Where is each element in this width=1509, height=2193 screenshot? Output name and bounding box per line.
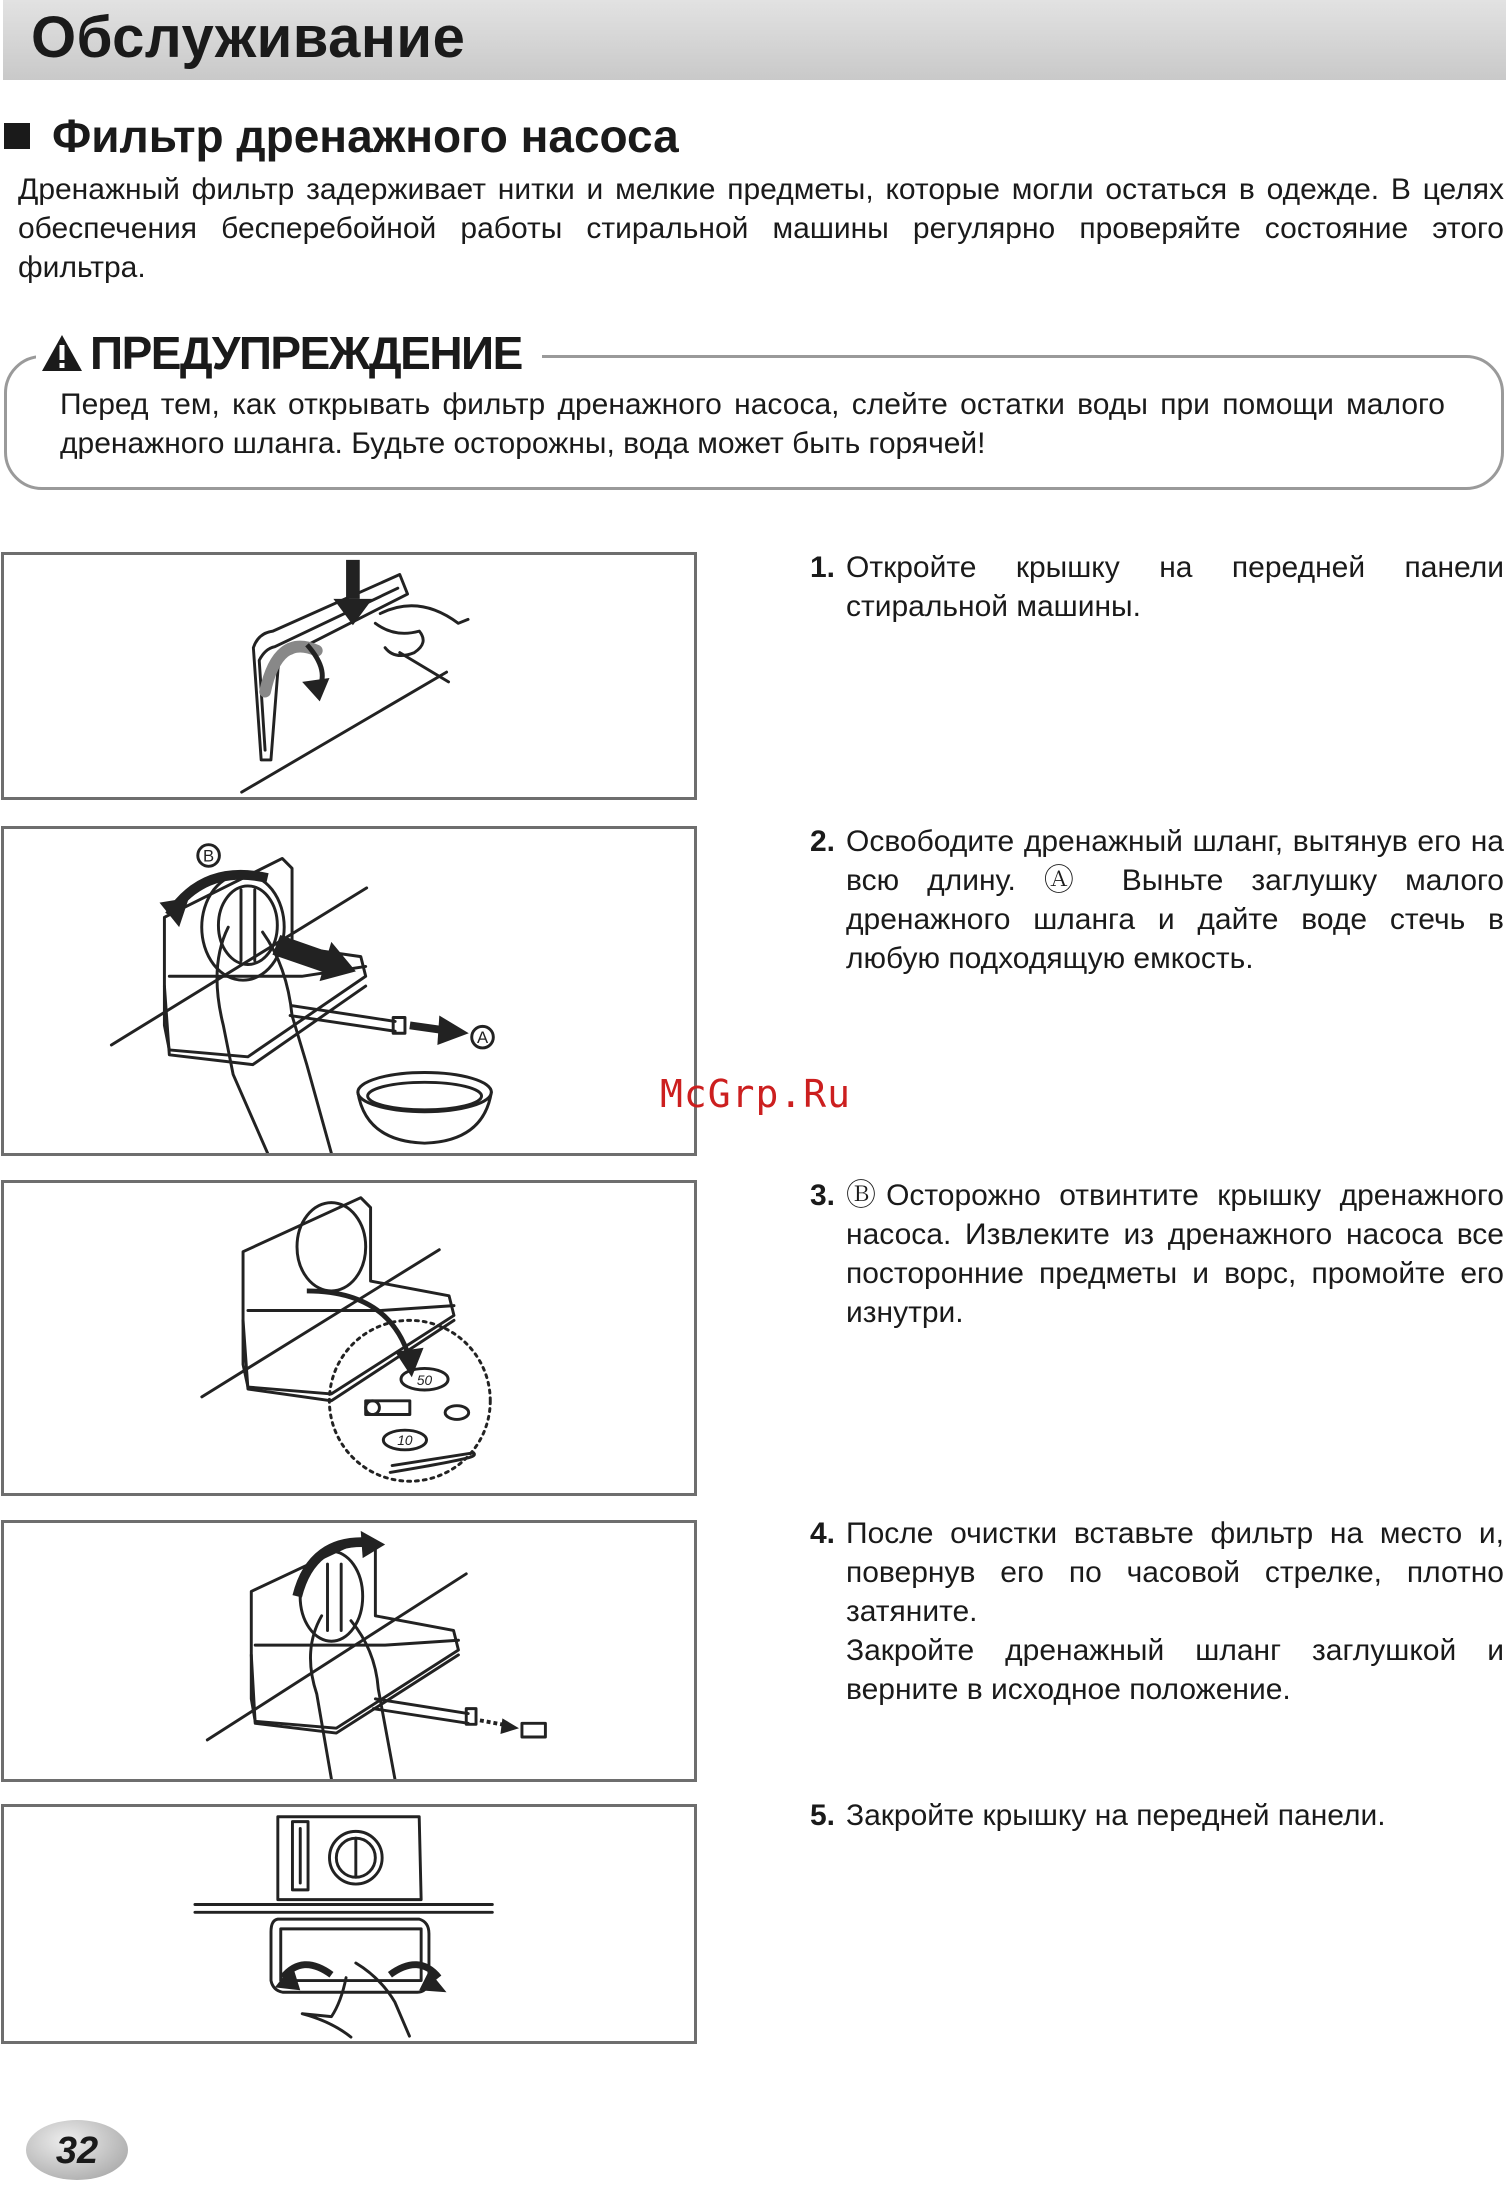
reinsert-filter-illustration	[4, 1523, 694, 1779]
warning-triangle-icon	[40, 333, 84, 373]
warning-heading	[36, 324, 542, 382]
figure-open-cover	[1, 552, 697, 800]
step-1-number: 1.	[810, 551, 836, 584]
figure-clean-filter	[1, 1180, 697, 1496]
step-5-number: 5.	[810, 1799, 836, 1832]
step-3-line: ⒷОсторожно отвинтите крышку дренажного насоса. Извлеките из дренажного насоса все посторонние предметы и ворс, промойте его изнутри.	[846, 1179, 1504, 1329]
header-bar	[3, 0, 1506, 80]
figure-drain-hose	[1, 826, 697, 1156]
step-4-line-1: После очистки вставьте фильтр на место и, повернув его по часовой стрелке, плотно затяните.	[846, 1517, 1504, 1628]
coin-10-label: 10	[397, 1432, 413, 1448]
step-4-text	[846, 1514, 1504, 1709]
step-2-number: 2.	[810, 825, 836, 858]
intro-paragraph: Дренажный фильтр задерживает нитки и мелкие предметы, которые могли остаться в одежде. В целях обеспечения бесперебойной работы стиральной машины регулярно проверяйте состояние этого фильтра.	[18, 173, 1504, 284]
step-3-number: 3.	[810, 1179, 836, 1212]
page-number: 32	[55, 2130, 99, 2172]
step-2-line: Освободите дренажный шланг, вытянув его на всю длину. Ⓐ Выньте заглушку малого дренажного шланга и дайте воде стечь в любую подходящую емкость.	[846, 825, 1504, 975]
figure-close-cover	[1, 1804, 697, 2044]
step-4-line-2: Закройте дренажный шланг заглушкой и верните в исходное положение.	[846, 1634, 1504, 1706]
step-1	[810, 548, 1504, 626]
watermark-link[interactable]: McGrp.Ru	[660, 1072, 852, 1116]
step-3-text	[846, 1176, 1504, 1332]
step-5-line: Закройте крышку на передней панели.	[846, 1799, 1386, 1832]
figure-reinsert-filter	[1, 1520, 697, 1782]
step-5-text	[846, 1796, 1504, 1835]
step-2	[810, 822, 1504, 978]
section-title: Фильтр дренажного насоса	[52, 110, 679, 162]
square-bullet-icon	[4, 123, 30, 149]
coin-50-label: 50	[416, 1373, 433, 1389]
page-title: Обслуживание	[31, 5, 466, 70]
warning-title: ПРЕДУПРЕЖДЕНИЕ	[90, 327, 522, 379]
step-2-text	[846, 822, 1504, 978]
step-4	[810, 1514, 1504, 1709]
step-4-number: 4.	[810, 1517, 836, 1550]
label-a: A	[476, 1028, 489, 1048]
drain-hose-illustration	[4, 829, 694, 1153]
label-b: B	[203, 846, 215, 866]
step-3	[810, 1176, 1504, 1332]
step-1-line: Откройте крышку на передней панели стиральной машины.	[846, 551, 1504, 623]
step-1-text	[846, 548, 1504, 626]
close-cover-illustration	[4, 1807, 694, 2041]
step-5	[810, 1796, 1504, 1835]
open-cover-illustration	[4, 555, 694, 797]
section-heading	[4, 106, 679, 166]
clean-filter-illustration	[4, 1183, 694, 1493]
warning-text: Перед тем, как открывать фильтр дренажного насоса, слейте остатки воды при помощи малого дренажного шланга. Будьте осторожны, вода может быть горячей!	[60, 388, 1445, 460]
